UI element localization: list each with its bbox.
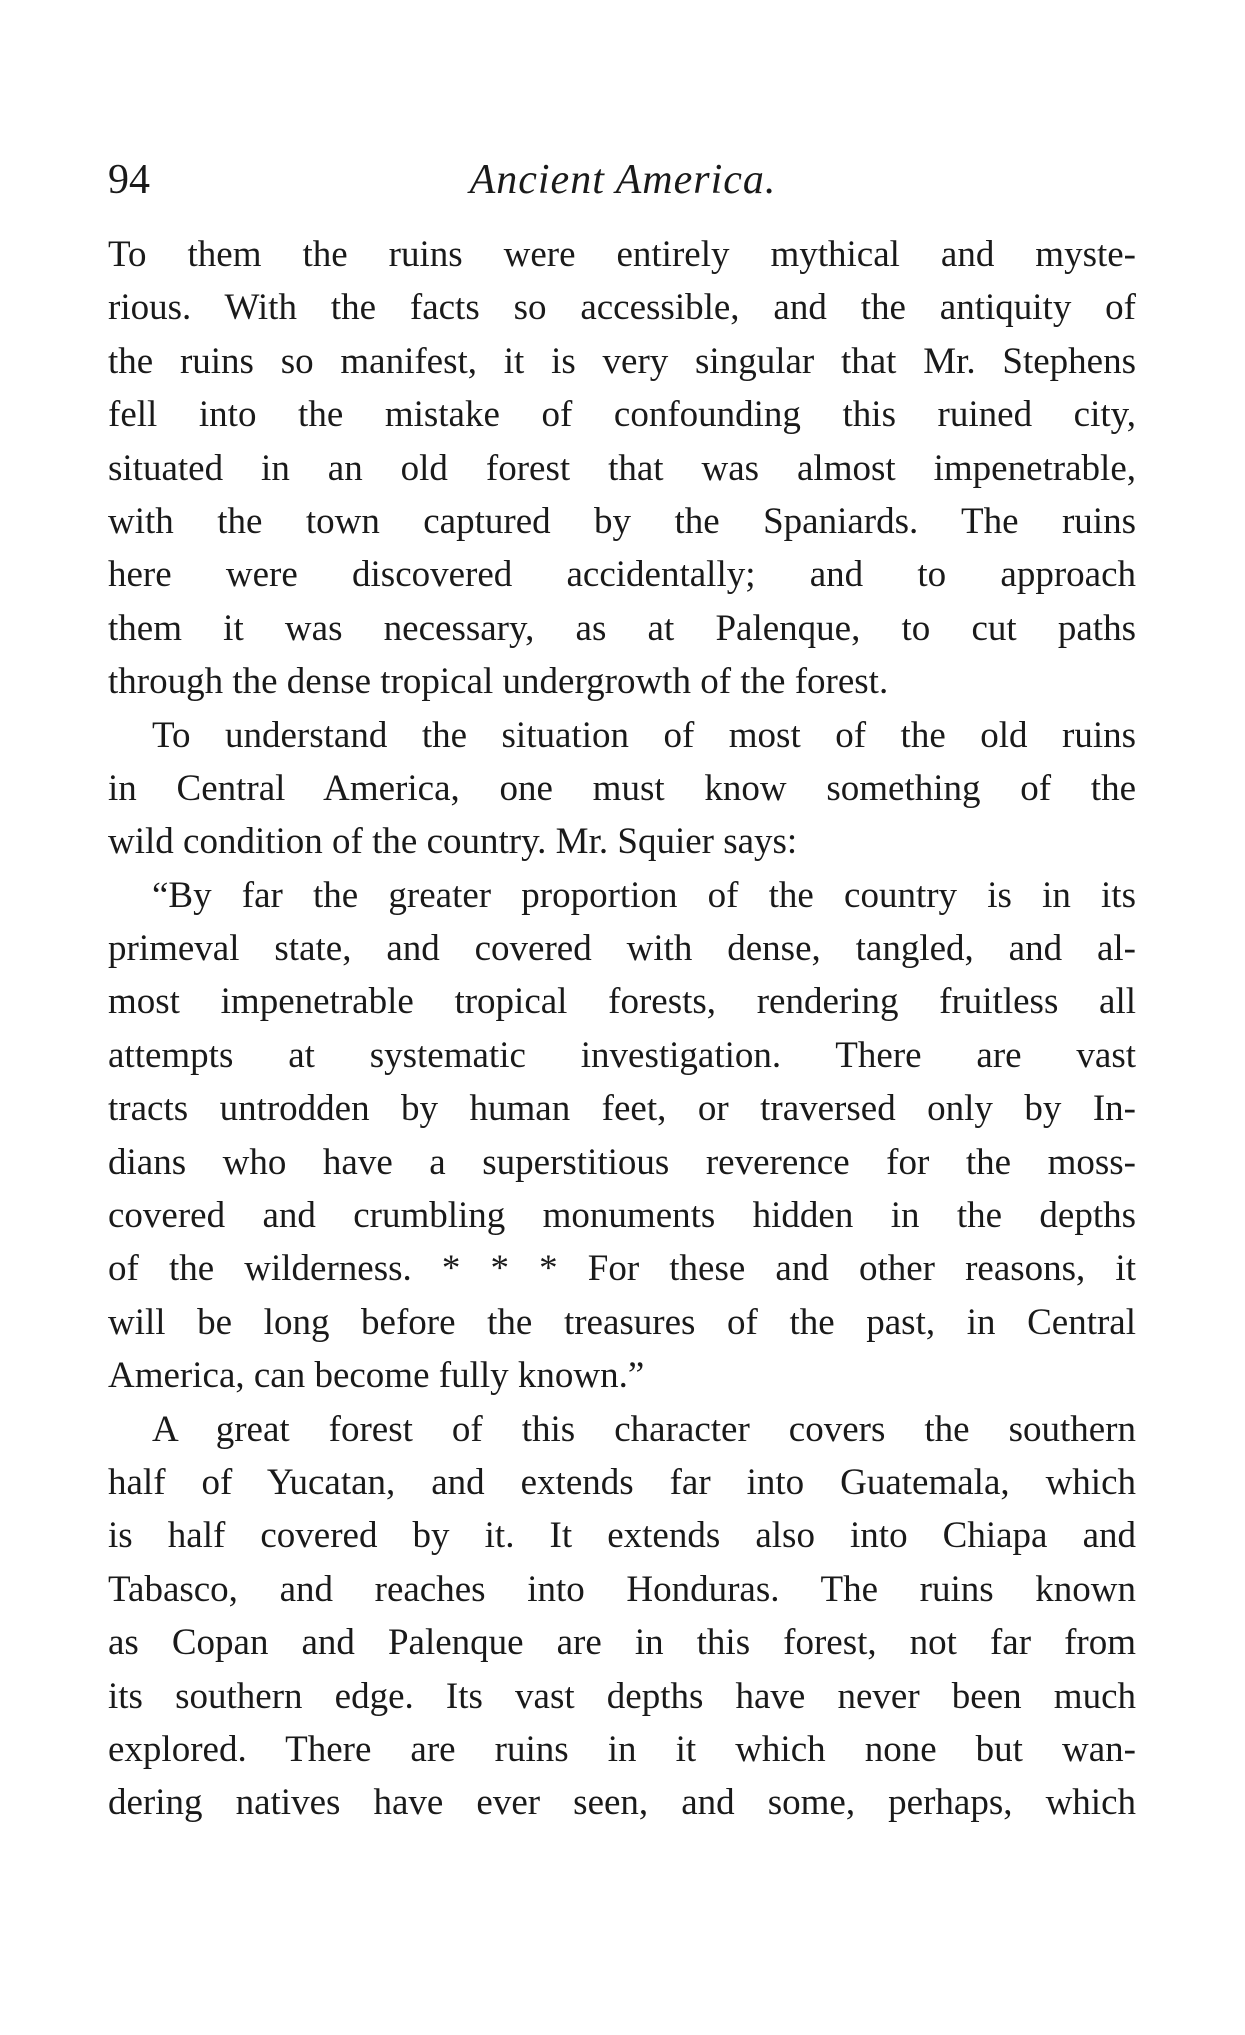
text-line: will be long before the treasures of the past, in Central [108, 1301, 1136, 1343]
text-line: them it was necessary, as at Palenque, to cut paths [108, 607, 1136, 649]
text-line: its southern edge. Its vast depths have never been much [108, 1675, 1136, 1717]
page-number: 94 [108, 157, 150, 203]
text-line: covered and crumbling monuments hidden in the depths [108, 1195, 1136, 1237]
text-line: the ruins so manifest, it is very singular that Mr. Stephens [108, 340, 1136, 382]
text-line: “By far the greater proportion of the country is in its [152, 874, 1136, 916]
text-line: dians who have a superstitious reverence for the moss- [108, 1141, 1136, 1183]
text-line: here were discovered accidentally; and to approach [108, 554, 1136, 596]
text-line: through the dense tropical undergrowth of the forest. [108, 661, 889, 703]
text-line: primeval state, and covered with dense, tangled, and al- [108, 928, 1136, 970]
text-line: most impenetrable tropical forests, rendering fruitless all [108, 981, 1136, 1023]
text-line: of the wilderness. * * * For these and other reasons, it [108, 1248, 1136, 1290]
running-head [108, 150, 1138, 210]
text-line: dering natives have ever seen, and some, perhaps, which [108, 1782, 1136, 1824]
text-line: in Central America, one must know something of the [108, 767, 1136, 809]
text-line: fell into the mistake of confounding this ruined city, [108, 394, 1136, 436]
text-line: with the town captured by the Spaniards. The ruins [108, 500, 1136, 542]
text-line: To understand the situation of most of the old ruins [152, 714, 1136, 756]
text-line: tracts untrodden by human feet, or traversed only by In- [108, 1088, 1136, 1130]
text-line: is half covered by it. It extends also into Chiapa and [108, 1515, 1136, 1557]
text-line: explored. There are ruins in it which none but wan- [108, 1728, 1136, 1770]
text-line: Tabasco, and reaches into Honduras. The ruins known [108, 1568, 1136, 1610]
text-line: rious. With the facts so accessible, and the antiquity of [108, 287, 1136, 329]
body-text [108, 228, 1136, 1830]
text-line: as Copan and Palenque are in this forest, not far from [108, 1622, 1136, 1664]
text-line: A great forest of this character covers the southern [152, 1408, 1136, 1450]
text-line: situated in an old forest that was almost impenetrable, [108, 447, 1136, 489]
text-line: To them the ruins were entirely mythical and myste- [108, 234, 1136, 275]
text-line: half of Yucatan, and extends far into Guatemala, which [108, 1461, 1136, 1503]
text-line: attempts at systematic investigation. There are vast [108, 1034, 1136, 1076]
running-title: Ancient America. [469, 157, 777, 203]
text-line: wild condition of the country. Mr. Squier says: [108, 821, 798, 863]
text-line: America, can become fully known.” [108, 1355, 645, 1397]
